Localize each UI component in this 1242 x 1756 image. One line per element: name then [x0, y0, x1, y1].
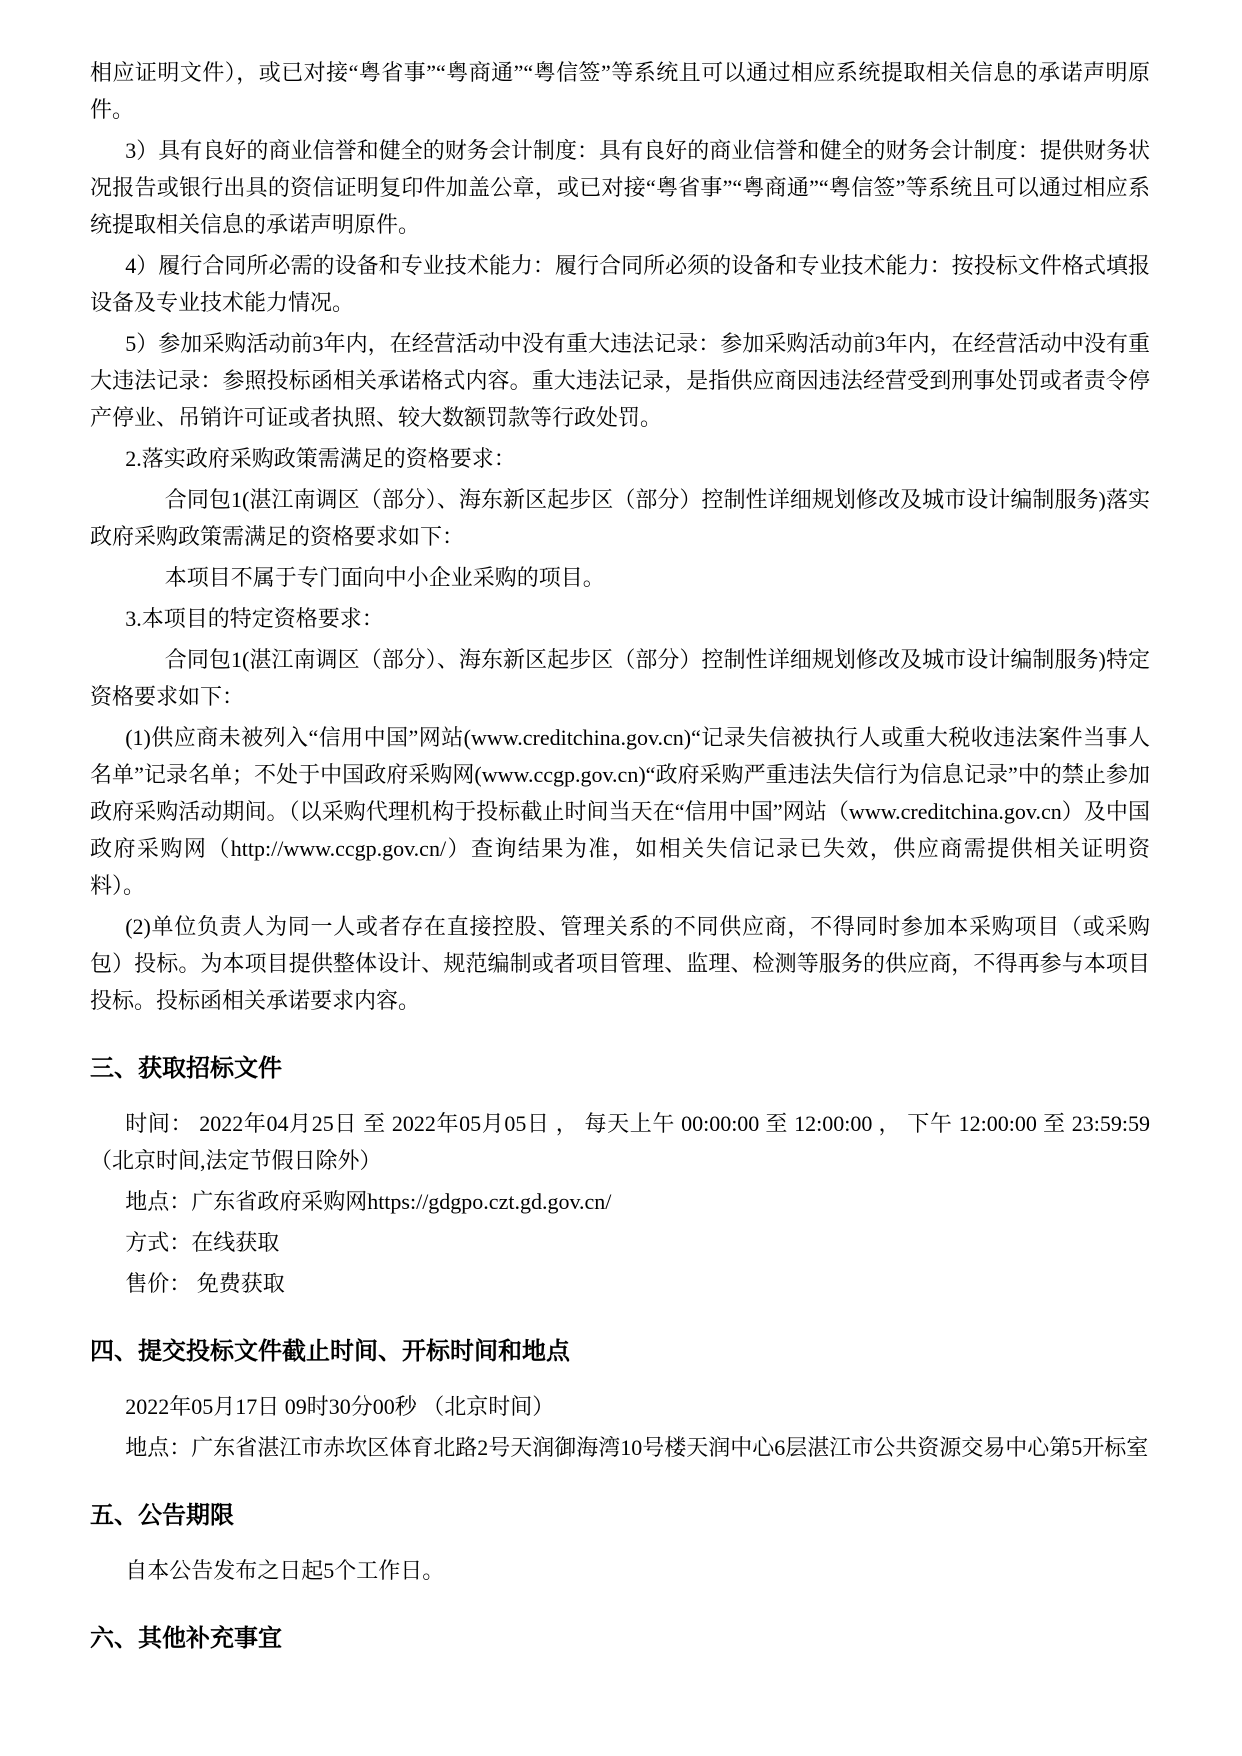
paragraph-obtain-time: 时间： 2022年04月25日 至 2022年05月05日 ， 每天上午 00:00:00 至 12:00:00 ， 下午 12:00:00 至 23:59:59 （北京时间,法定节假日除外）: [90, 1111, 1150, 1173]
paragraph-opening-location: 地点：广东省湛江市赤坎区体育北路2号天润御海湾10号楼天润中心6层湛江市公共资源交易中心第5开标室: [125, 1435, 1149, 1460]
paragraph-item-2-policy-requirements: 2.落实政府采购政策需满足的资格要求：: [125, 446, 516, 471]
section-heading-4-deadline-opening: 四、提交投标文件截止时间、开标时间和地点: [90, 1338, 570, 1365]
paragraph-obtain-price: 售价： 免费获取: [125, 1271, 285, 1296]
paragraph-item-3-specific-requirements: 3.本项目的特定资格要求：: [125, 606, 384, 631]
paragraph-item-5-no-violation: 5）参加采购活动前3年内，在经营活动中没有重大违法记录：参加采购活动前3年内，在经营活动中没有重大违法记录：参照投标函相关承诺格式内容。重大违法记录，是指供应商因违法经营受到刑事处罚或者责令停产停业、吊销许可证或者执照、较大数额罚款等行政处罚。: [90, 331, 1150, 430]
paragraph-obtain-method: 方式：在线获取: [125, 1230, 280, 1255]
paragraph-not-sme-project: 本项目不属于专门面向中小企业采购的项目。: [164, 565, 605, 590]
paragraph-obtain-location: 地点：广东省政府采购网https://gdgpo.czt.gd.gov.cn/: [125, 1189, 612, 1214]
section-heading-5-announcement-period: 五、公告期限: [90, 1502, 234, 1529]
section-heading-3-obtain-documents: 三、获取招标文件: [90, 1055, 282, 1082]
paragraph-specific-1-credit-china: (1)供应商未被列入“信用中国”网站(www.creditchina.gov.cn)“记录失信被执行人或重大税收违法案件当事人名单”记录名单；不处于中国政府采购网(www.ccgp.gov.cn)“政府采购严重违法失信行为信息记录”中的禁止参加政府采购活动期间。（以采购代理机构于投标截止时间当天在“信用中国”网站（www.creditchina.gov.cn）及中国政府采购网（http://www.ccgp.gov.cn/）查询结果为准，如相关失信记录已失效，供应商需提供相关证明资料）。: [90, 725, 1150, 898]
paragraph-contract-package-specific: 合同包1(湛江南调区（部分）、海东新区起步区（部分）控制性详细规划修改及城市设计编制服务)特定资格要求如下：: [90, 647, 1150, 709]
paragraph-contract-package-policy: 合同包1(湛江南调区（部分）、海东新区起步区（部分）控制性详细规划修改及城市设计编制服务)落实政府采购政策需满足的资格要求如下：: [90, 487, 1150, 549]
paragraph-specific-2-same-person: (2)单位负责人为同一人或者存在直接控股、管理关系的不同供应商，不得同时参加本采购项目（或采购包）投标。为本项目提供整体设计、规范编制或者项目管理、监理、检测等服务的供应商，不得再参与本项目投标。投标函相关承诺要求内容。: [90, 914, 1150, 1013]
paragraph-deadline-datetime: 2022年05月17日 09时30分00秒 （北京时间）: [125, 1394, 555, 1419]
paragraph-certificates-continuation: 相应证明文件），或已对接“粤省事”“粤商通”“粤信签”等系统且可以通过相应系统提取相关信息的承诺声明原件。: [90, 60, 1150, 122]
paragraph-item-3-credit-finance: 3）具有良好的商业信誉和健全的财务会计制度：具有良好的商业信誉和健全的财务会计制度：提供财务状况报告或银行出具的资信证明复印件加盖公章，或已对接“粤省事”“粤商通”“粤信签”等系统且可以通过相应系统提取相关信息的承诺声明原件。: [90, 138, 1150, 237]
document-body: [90, 54, 1150, 1655]
section-heading-6-other-matters: 六、其他补充事宜: [90, 1625, 282, 1652]
paragraph-announcement-period: 自本公告发布之日起5个工作日。: [125, 1558, 445, 1583]
paragraph-item-4-equipment: 4）履行合同所必需的设备和专业技术能力：履行合同所必须的设备和专业技术能力：按投标文件格式填报设备及专业技术能力情况。: [90, 253, 1150, 315]
